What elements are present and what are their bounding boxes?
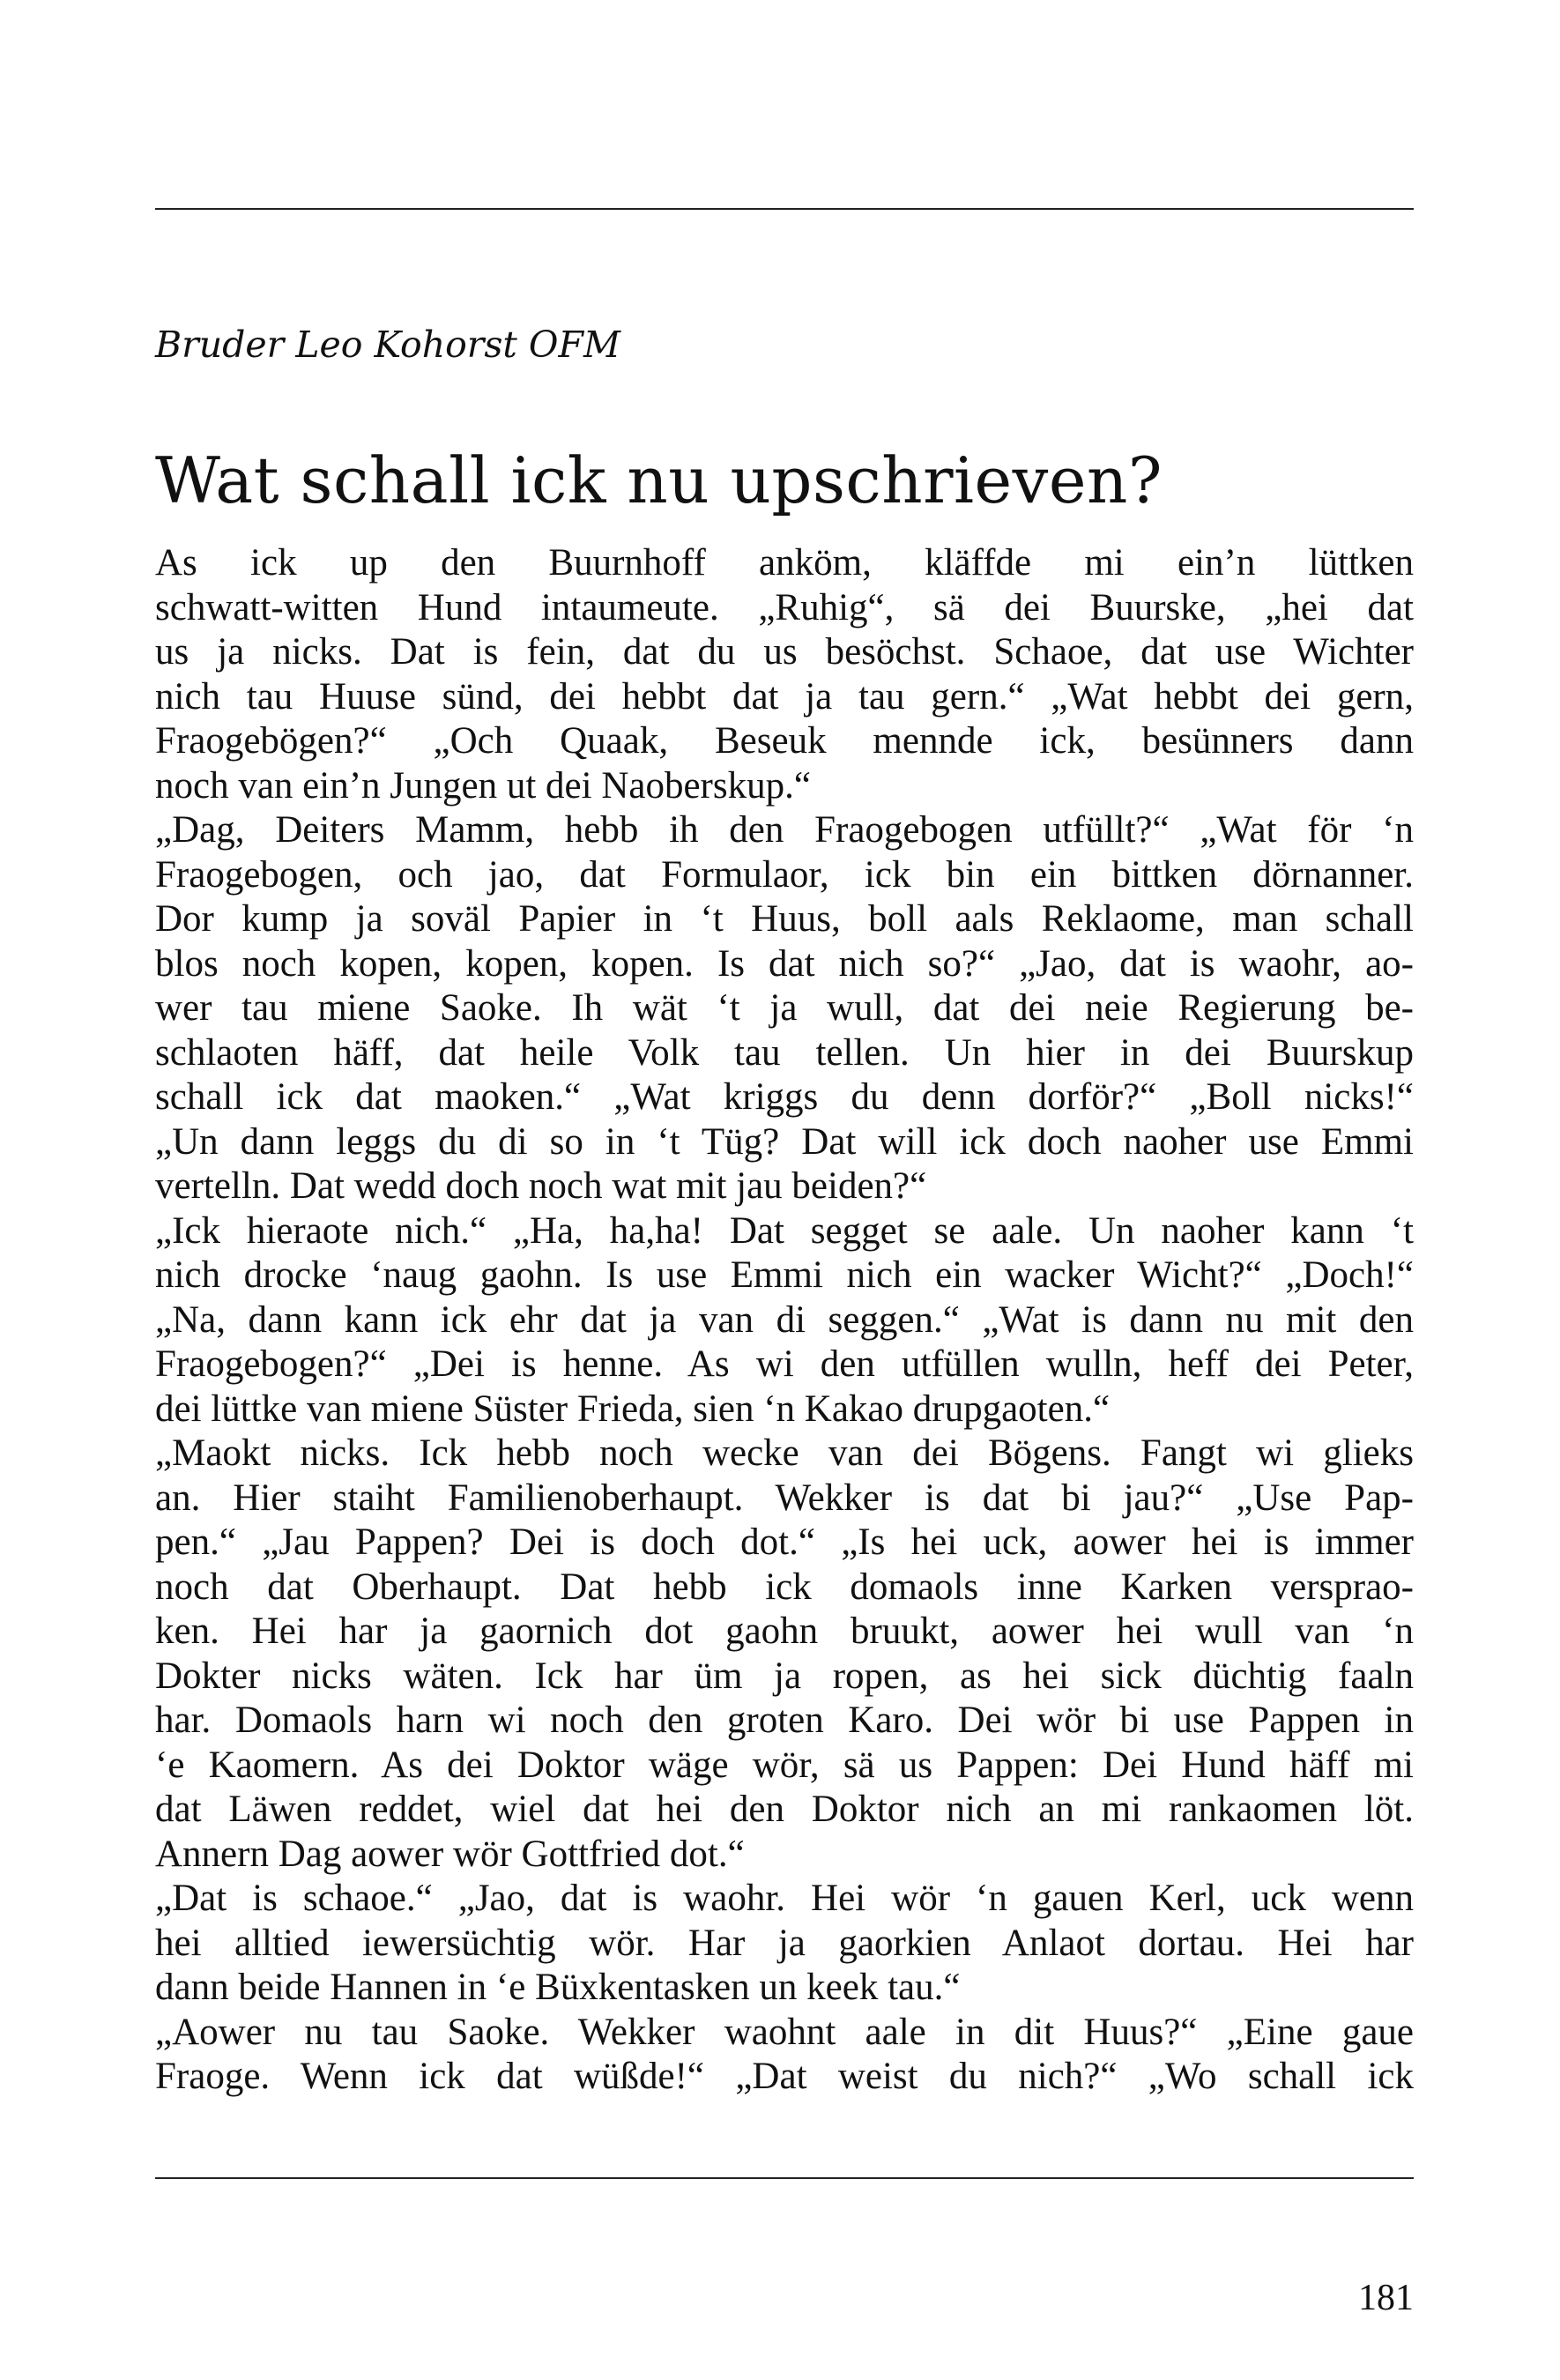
body-text (155, 541, 1414, 2100)
body-line: schwatt-witten Hund intaumeute. „Ruhig“, sä dei Buurske, „hei dat (155, 586, 1414, 628)
body-line: Fraogebogen, och jao, dat Formulaor, ick bin ein bittken dörnanner. (155, 853, 1414, 896)
bottom-rule (155, 2177, 1414, 2179)
body-line: Dor kump ja soväl Papier in ‘t Huus, boll aals Reklaome, man schall (155, 898, 1414, 940)
body-line: blos noch kopen, kopen, kopen. Is dat nich so?“ „Jao, dat is waohr, ao- (155, 942, 1414, 985)
body-line: ken. Hei har ja gaornich dot gaohn bruukt, aower hei wull van ‘n (155, 1610, 1414, 1652)
body-line: noch dat Oberhaupt. Dat hebb ick domaols inne Karken verspraо- (155, 1566, 1414, 1608)
body-line: „Aower nu tau Saoke. Wekker waohnt aale in dit Huus?“ „Eine gaue (155, 2011, 1414, 2053)
body-line: pen.“ „Jau Pappen? Dei is doch dot.“ „Is hei uck, aower hei is immer (155, 1521, 1414, 1563)
top-rule (155, 208, 1414, 210)
page-number: 181 (1358, 2278, 1414, 2318)
body-line: Fraogebogen?“ „Dei is henne. As wi den utfüllen wulln, heff dei Peter, (155, 1343, 1414, 1385)
body-line: us ja nicks. Dat is fein, dat du us besöchst. Schaoe, dat use Wichter (155, 631, 1414, 673)
body-line: dat Läwen reddet, wiel dat hei den Doktor nich an mi rankaomen löt. (155, 1789, 1414, 1830)
body-line: „Na, dann kann ick ehr dat ja van di seggen.“ „Wat is dann nu mit den (155, 1298, 1414, 1341)
body-line: schall ick dat maoken.“ „Wat kriggs du denn dorför?“ „Boll nicks!“ (155, 1076, 1414, 1118)
body-line: nich drocke ‘naug gaohn. Is use Emmi nich ein wacker Wicht?“ „Doch!“ (155, 1254, 1414, 1296)
body-line: ‘e Kaomern. As dei Doktor wäge wör, sä us Pappen: Dei Hund häff mi (155, 1744, 1414, 1786)
body-line: dei lüttke van miene Süster Frieda, sien ‘n Kakao drupgaoten.“ (155, 1387, 1111, 1430)
body-line: As ick up den Buurnhoff anköm, kläffde mi ein’n lüttken (155, 542, 1414, 584)
body-line: schlaoten häff, dat heile Volk tau tellen. Un hier in dei Buurskup (155, 1031, 1414, 1074)
body-line: Dokter nicks wäten. Ick har üm ja ropen, as hei sick düchtig faaln (155, 1655, 1414, 1697)
body-line: har. Domaols harn wi noch den groten Karo. Dei wör bi use Pappen in (155, 1699, 1414, 1741)
body-line: Fraoge. Wenn ick dat wüßde!“ „Dat weist du nich?“ „Wo schall ick (155, 2056, 1414, 2097)
body-line: „Dat is schaoe.“ „Jao, dat is waohr. Hei wör ‘n gauen Kerl, uck wenn (155, 1878, 1414, 1919)
body-line: „Ick hieraote nich.“ „Ha, ha,ha! Dat segget se aale. Un naoher kann ‘t (155, 1209, 1414, 1252)
author-byline: Bruder Leo Kohorst OFM (155, 324, 620, 366)
body-line: wer tau miene Saoke. Ih wät ‘t ja wull, dat dei neie Regierung be- (155, 987, 1414, 1029)
body-line: Fraogebögen?“ „Och Quaak, Beseuk mennde ick, besünners dann (155, 720, 1414, 762)
body-line: „Dag, Deiters Mamm, hebb ih den Fraogebogen utfüllt?“ „Wat för ‘n (155, 809, 1414, 851)
body-line: noch van ein’n Jungen ut dei Naoberskup.“ (155, 764, 811, 807)
body-line: „Un dann leggs du di so in ‘t Tüg? Dat will ick doch naoher use Emmi (155, 1120, 1414, 1163)
body-line: vertelln. Dat wedd doch noch wat mit jau beiden?“ (155, 1165, 927, 1207)
body-line: nich tau Huuse sünd, dei hebbt dat ja tau gern.“ „Wat hebbt dei gern, (155, 675, 1414, 718)
body-line: „Maokt nicks. Ick hebb noch wecke van dei Bögens. Fangt wi glieks (155, 1432, 1414, 1474)
article-title: Wat schall ick nu upschrieven? (155, 443, 1163, 517)
body-line: Annern Dag aower wör Gottfried dot.“ (155, 1833, 745, 1875)
body-line: dann beide Hannen in ‘e Büxkentasken un keek tau.“ (155, 1967, 961, 2008)
body-line: an. Hier staiht Familienoberhaupt. Wekker is dat bi jau?“ „Use Pap- (155, 1476, 1414, 1519)
body-line: hei alltied iewersüchtig wör. Har ja gaorkien Anlaot dortau. Hei har (155, 1922, 1414, 1964)
